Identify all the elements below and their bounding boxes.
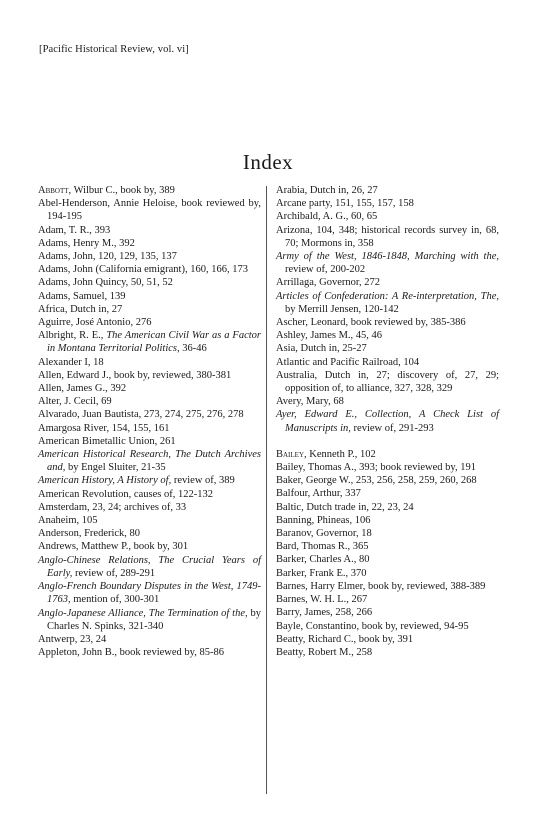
index-entry: [276, 369, 499, 395]
index-entry-text: Bailey, Thomas A., 393; book reviewed by, 191: [276, 462, 476, 474]
index-entry-text: Banning, Phineas, 106: [276, 514, 371, 526]
index-entry-text: Barker, Charles A., 80: [276, 554, 370, 566]
index-entry-text: Albright, R. E.,: [38, 330, 107, 342]
index-entry-text: review of, 291-293: [350, 422, 434, 434]
index-entry: [276, 342, 499, 355]
index-entry: [38, 395, 261, 408]
index-entry-text: by Engel Sluiter, 21-35: [65, 462, 166, 474]
index-entry: [276, 395, 499, 408]
index-entry-text: Allen, James G., 392: [38, 383, 127, 395]
index-entry-text: Anglo-Chinese Relations, The Crucial Years of Early,: [38, 554, 261, 579]
index-entry: [276, 448, 499, 461]
index-entry-text: Adams, Henry M., 392: [38, 237, 135, 249]
index-entry-text: Baltic, Dutch trade in, 22, 23, 24: [276, 501, 414, 513]
index-entry-text: Adams, John (California emigrant), 160, 166, 173: [38, 264, 248, 276]
index-entry-text: Atlantic and Pacific Railroad, 104: [276, 356, 420, 368]
index-entry: [276, 290, 499, 316]
index-entry: [276, 408, 499, 434]
index-entry-text: mention of, 300-301: [70, 594, 160, 606]
index-entry: [276, 593, 499, 606]
index-entry-text: Beatty, Richard C., book by, 391: [276, 633, 414, 645]
index-entry: [38, 527, 261, 540]
index-entry-text: 36-46: [179, 343, 207, 355]
index-entry-text: Alexander I, 18: [38, 356, 104, 368]
index-entry: [276, 501, 499, 514]
index-entry-text: Arrillaga, Governor, 272: [276, 277, 380, 289]
index-entry: [276, 527, 499, 540]
index-entry-text: Alvarado, Juan Bautista, 273, 274, 275, 276, 278: [38, 409, 244, 421]
index-entry-text: Army of the West, 1846-1848, Marching with the,: [276, 251, 499, 263]
index-entry: [276, 553, 499, 566]
index-entry: [38, 435, 261, 448]
index-entry: [276, 633, 499, 646]
index-entry-text: Arizona, 104, 348; historical records survey in, 68, 70; Mormons in, 358: [276, 224, 499, 249]
index-entry: [38, 540, 261, 553]
index-entry: [38, 316, 261, 329]
index-entry: [38, 263, 261, 276]
index-entry-text: Aguirre, José Antonio, 276: [38, 317, 152, 329]
index-entry-text: Arabia, Dutch in, 26, 27: [276, 185, 378, 196]
index-entry: [276, 184, 499, 197]
index-entry: [38, 408, 261, 421]
index-entry: [38, 224, 261, 237]
index-entry: [38, 382, 261, 395]
index-entry-text: Amargosa River, 154, 155, 161: [38, 422, 170, 434]
index-entry-text: Ascher, Leonard, book reviewed by, 385-386: [276, 317, 466, 329]
index-entry-text: Articles of Confederation: A Re-interpretation, The,: [276, 290, 499, 302]
index-entry: [38, 580, 261, 606]
index-entry-text: Abbott: [38, 185, 69, 196]
index-entry: [38, 633, 261, 646]
index-entry-text: Adams, Samuel, 139: [38, 290, 126, 302]
index-entry: [276, 646, 499, 659]
index-entry: [276, 461, 499, 474]
index-entry: [276, 474, 499, 487]
index-entry-text: American Historical Research, The Dutch Archives and,: [38, 449, 261, 474]
index-entry-text: Arcane party, 151, 155, 157, 158: [276, 198, 414, 210]
index-entry: [38, 369, 261, 382]
index-entry-text: Barker, Frank E., 370: [276, 567, 367, 579]
index-entry: [38, 646, 261, 659]
index-entry: [38, 448, 261, 474]
index-entry: [276, 224, 499, 250]
index-entry-text: Avery, Mary, 68: [276, 396, 344, 408]
index-entry: [38, 474, 261, 487]
index-entry-text: Asia, Dutch in, 25-27: [276, 343, 367, 355]
index-entry: [276, 250, 499, 276]
index-entry: [38, 276, 261, 289]
index-entry-text: Amsterdam, 23, 24; archives of, 33: [38, 501, 187, 513]
index-entry-text: Adam, T. R., 393: [38, 224, 111, 236]
index-entry-text: by Charles N. Spinks, 321-340: [47, 607, 261, 632]
page-title: Index: [242, 150, 294, 174]
index-entry-text: Anderson, Frederick, 80: [38, 528, 141, 540]
index-entry: [38, 237, 261, 250]
index-entry: [276, 567, 499, 580]
index-entry-text: Allen, Edward J., book by, reviewed, 380-381: [38, 369, 232, 381]
index-entry: [276, 514, 499, 527]
index-entry-text: Barnes, Harry Elmer, book by, reviewed, 388-389: [276, 580, 486, 592]
index-entry-text: Bard, Thomas R., 365: [276, 541, 369, 553]
index-entry: [38, 303, 261, 316]
index-entry: [38, 250, 261, 263]
index-entry: [276, 356, 499, 369]
index-entry: [38, 329, 261, 355]
index-entry: [276, 316, 499, 329]
index-entry: [38, 422, 261, 435]
index-entry-text: review of, 289-291: [72, 567, 156, 579]
index-entry-text: Barnes, W. H. L., 267: [276, 594, 368, 606]
index-entry-text: Balfour, Arthur, 337: [276, 488, 361, 500]
index-entry: [38, 197, 261, 223]
index-entry-text: Adams, John Quincy, 50, 51, 52: [38, 277, 173, 289]
index-entry: [276, 540, 499, 553]
index-entry: [38, 554, 261, 580]
index-entry-text: review of, 200-202: [285, 264, 366, 276]
index-entry: [276, 276, 499, 289]
index-entry-text: , Wilbur C., book by, 389: [68, 185, 175, 196]
column-divider: [266, 186, 267, 794]
index-entry: [276, 329, 499, 342]
index-entry-text: Anglo-Japanese Alliance, The Termination of the,: [38, 607, 248, 619]
index-entry: [276, 606, 499, 619]
index-entry-text: Alter, J. Cecil, 69: [38, 396, 112, 408]
index-entry-text: review of, 389: [171, 475, 235, 487]
index-entry-text: Australia, Dutch in, 27; discovery of, 27, 29; opposition of, to alliance, 327, 328, 329: [276, 369, 499, 395]
index-entry-text: Bailey: [276, 448, 304, 460]
index-entry-text: Abel-Henderson, Annie Heloise, book reviewed by, 194-195: [38, 198, 261, 223]
index-entry-text: Archibald, A. G., 60, 65: [276, 211, 378, 223]
index-entry-text: Baranov, Governor, 18: [276, 528, 372, 540]
index-entry: [38, 184, 261, 197]
index-entry-text: Adams, John, 120, 129, 135, 137: [38, 251, 177, 263]
index-entry: [38, 488, 261, 501]
index-entry-text: Anaheim, 105: [38, 515, 98, 527]
index-entry-text: Baker, George W., 253, 256, 258, 259, 260, 268: [276, 475, 477, 487]
index-entry-text: Ashley, James M., 45, 46: [276, 330, 383, 342]
index-entry-text: Anglo-French Boundary Disputes in the West, 1749-1763,: [38, 581, 261, 606]
index-entry-text: Antwerp, 23, 24: [38, 633, 107, 645]
index-entry-text: Barry, James, 258, 266: [276, 607, 373, 619]
index-column-right: [276, 184, 499, 659]
index-entry: [38, 356, 261, 369]
index-entry: [276, 210, 499, 223]
index-entry: [38, 607, 261, 633]
index-entry-text: Andrews, Matthew P., book by, 301: [38, 541, 189, 553]
index-entry-text: The American Civil War as a Factor in Montana Territorial Politics,: [47, 330, 261, 355]
index-entry-text: Appleton, John B., book reviewed by, 85-86: [38, 647, 224, 659]
index-column-left: [38, 184, 261, 659]
index-entry-text: Africa, Dutch in, 27: [38, 303, 123, 315]
index-entry-text: American History, A History of,: [38, 475, 172, 487]
index-entry: [276, 197, 499, 210]
running-header: [Pacific Historical Review, vol. vi]: [39, 44, 189, 55]
index-entry: [38, 501, 261, 514]
index-entry: [276, 620, 499, 633]
index-entry: [38, 514, 261, 527]
index-entry: [38, 290, 261, 303]
index-entry: [276, 487, 499, 500]
index-entry: [276, 580, 499, 593]
index-entry-text: American Bimetallic Union, 261: [38, 435, 176, 447]
index-entry-text: by Merrill Jensen, 120-142: [285, 303, 399, 315]
index-entry-text: , Kenneth P., 102: [304, 448, 376, 460]
index-entry-text: Ayer, Edward E., Collection, A Check List of Manuscripts in,: [276, 409, 499, 434]
index-entry-text: American Revolution, causes of, 122-132: [38, 488, 213, 500]
index-entry-text: Beatty, Robert M., 258: [276, 646, 373, 658]
index-entry-text: Bayle, Constantino, book by, reviewed, 94-95: [276, 620, 469, 632]
